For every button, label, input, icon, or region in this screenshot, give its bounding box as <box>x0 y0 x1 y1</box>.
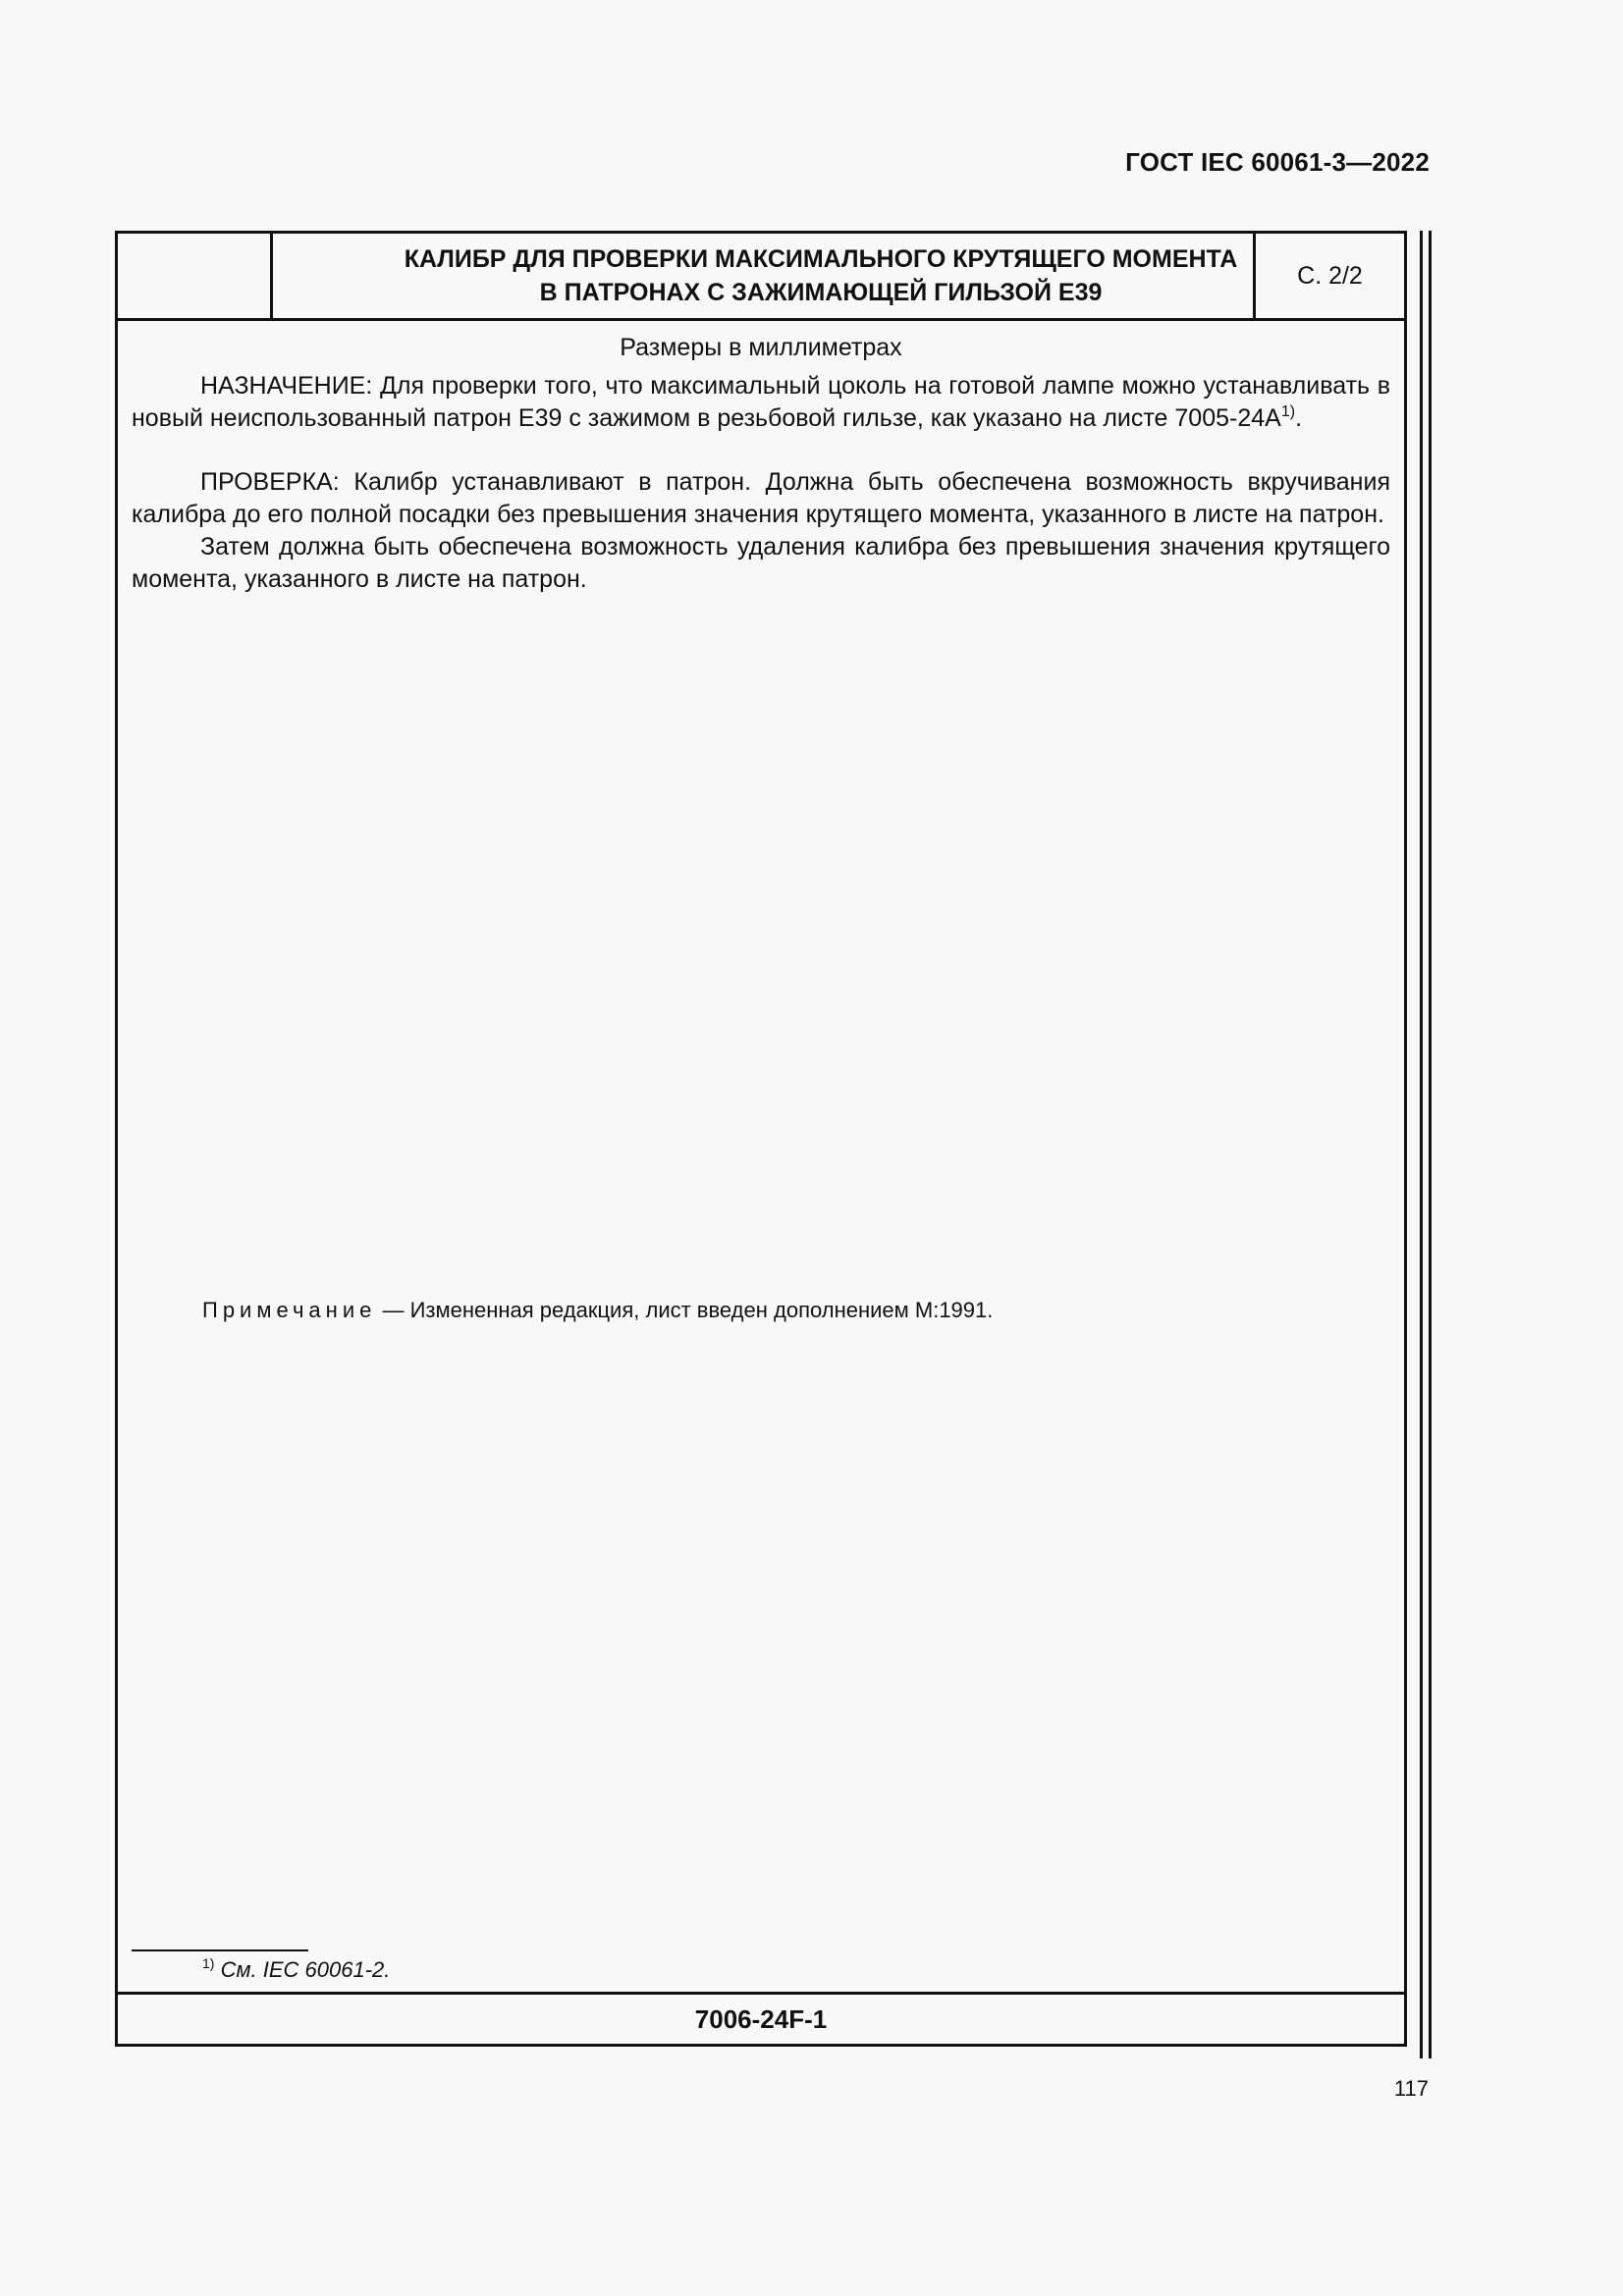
binding-rail <box>1420 231 1423 2058</box>
check-text: ПРОВЕРКА: Калибр устанавливают в патрон. Должна быть обеспечена возможность вкручивания калибра до его полной посадки без превышения значения крутящего момента, указанного в листе на патрон. <box>132 468 1390 528</box>
header-empty-cell <box>118 234 273 318</box>
sheet-code: 7006-24F-1 <box>118 1992 1404 2044</box>
purpose-text: НАЗНАЧЕНИЕ: Для проверки того, что максимальный цоколь на готовой лампе можно устанавливать в новый неиспользованный патрон E39 с зажимом в резьбовой гильзе, как указано на листе 7005-24A <box>132 372 1390 432</box>
footnote-ref: 1) <box>1280 403 1296 420</box>
sheet-title-line2: В ПАТРОНАХ С ЗАЖИМАЮЩЕЙ ГИЛЬЗОЙ E39 <box>539 279 1103 306</box>
footnote <box>202 1957 390 1983</box>
note-text: — Измененная редакция, лист введен дополнением M:1991. <box>376 1298 994 1322</box>
check-text-2: Затем должна быть обеспечена возможность удаления калибра без превышения значения крутящего момента, указанного в листе на патрон. <box>132 533 1390 593</box>
binding-rail <box>1429 231 1432 2058</box>
sheet-body <box>132 332 1390 596</box>
check-paragraph-2 <box>132 531 1390 596</box>
footnote-separator <box>132 1949 308 1951</box>
footnote-mark: 1) <box>202 1955 215 1971</box>
footnote-text: См. IEC 60061-2. <box>220 1957 391 1982</box>
sheet-page-indicator: С. 2/2 <box>1253 234 1404 318</box>
sheet-title <box>273 234 1369 318</box>
note-label: Примечание <box>202 1298 377 1322</box>
page-number: 117 <box>1393 2076 1429 2101</box>
note <box>202 1298 993 1323</box>
dimensions-subtitle: Размеры в миллиметрах <box>620 334 902 361</box>
document-code: ГОСТ IEC 60061-3—2022 <box>1125 147 1430 177</box>
check-paragraph <box>132 466 1390 531</box>
sheet-frame <box>115 231 1407 2047</box>
sheet-title-line1: КАЛИБР ДЛЯ ПРОВЕРКИ МАКСИМАЛЬНОГО КРУТЯЩЕГО МОМЕНТА <box>404 245 1238 273</box>
purpose-paragraph: НАЗНАЧЕНИЕ: Для проверки того, что максимальный цоколь на готовой лампе можно устанавливать в новый неиспользованный патрон E39 с зажимом в резьбовой гильзе, как указано на листе $7005-24A^{1)}$. <box>132 372 1390 432</box>
sheet-header <box>118 234 1404 321</box>
